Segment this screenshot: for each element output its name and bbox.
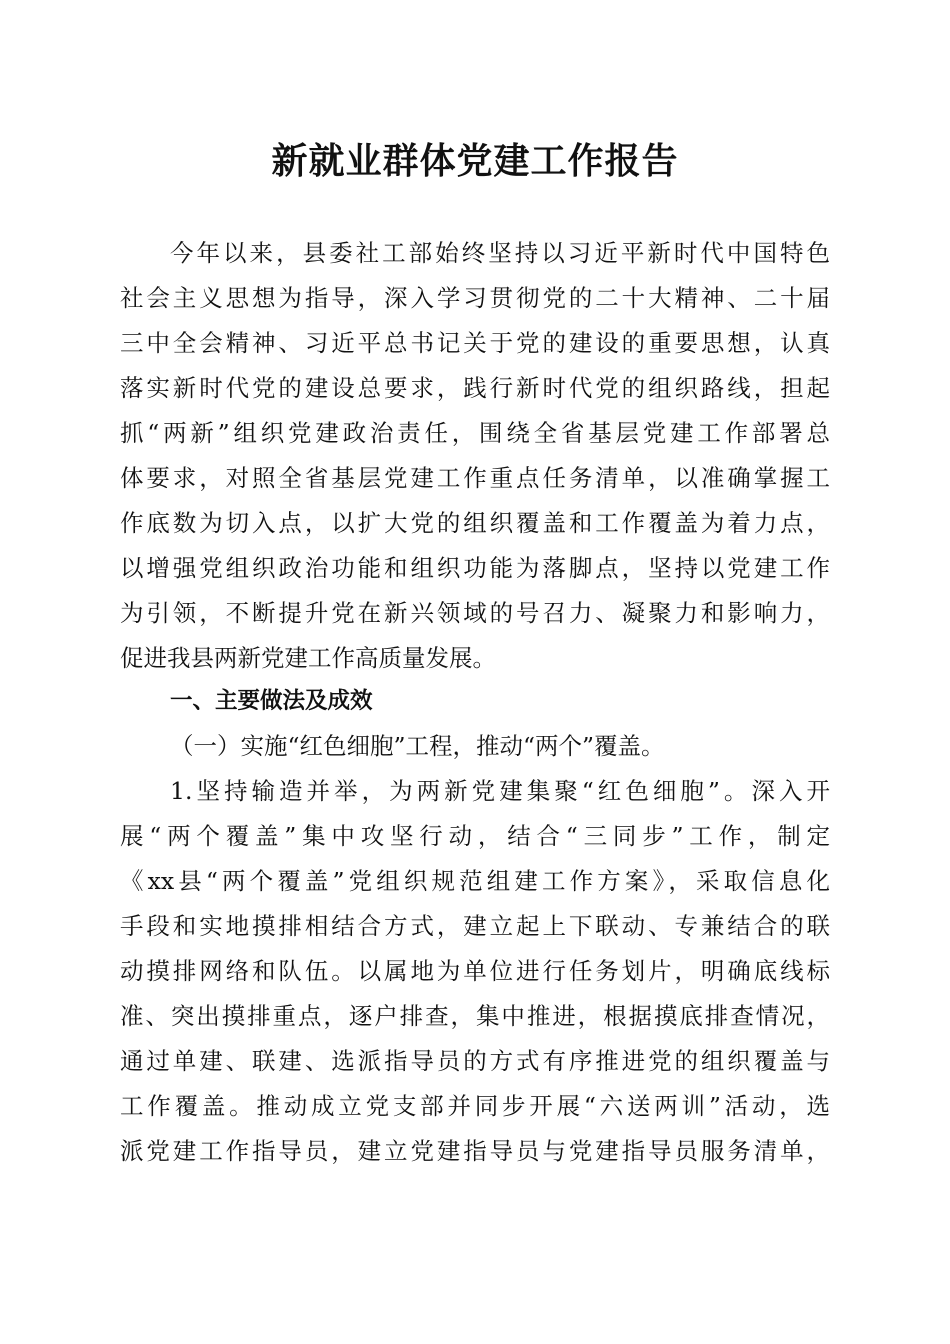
paragraph-line: 作底数为切入点，以扩大党的组织覆盖和工作覆盖为着力点， <box>120 509 830 537</box>
paragraph-line: 为引领，不断提升党在新兴领域的号召力、凝聚力和影响力， <box>120 599 830 627</box>
paragraph-line: 动摸排网络和队伍。以属地为单位进行任务划片，明确底线标 <box>120 957 830 985</box>
paragraph-line: 展“两个覆盖”集中攻坚行动，结合“三同步”工作，制定 <box>120 822 830 850</box>
section-heading: 一、主要做法及成效 <box>170 688 373 714</box>
paragraph-line: 工作覆盖。推动成立党支部并同步开展“六送两训”活动，选 <box>120 1092 830 1120</box>
paragraph-line: 抓“两新”组织党建政治责任，围绕全省基层党建工作部署总 <box>120 419 830 447</box>
paragraph-line: 体要求，对照全省基层党建工作重点任务清单，以准确掌握工 <box>120 464 830 492</box>
paragraph-line: 促进我县两新党建工作高质量发展。 <box>120 644 496 672</box>
paragraph-line: 准、突出摸排重点，逐户排查，集中推进，根据摸底排查情况， <box>120 1002 830 1030</box>
paragraph-line: 派党建工作指导员，建立党建指导员与党建指导员服务清单， <box>120 1137 830 1165</box>
paragraph-line: 1.坚持输造并举，为两新党建集聚“红色细胞”。深入开 <box>170 777 830 805</box>
subsection-heading: （一）实施“红色细胞”工程，推动“两个”覆盖。 <box>170 732 665 760</box>
paragraph-line: 三中全会精神、习近平总书记关于党的建设的重要思想，认真 <box>120 329 830 357</box>
paragraph-line: 《xx县“两个覆盖”党组织规范组建工作方案》，采取信息化 <box>120 867 830 895</box>
paragraph-line: 通过单建、联建、选派指导员的方式有序推进党的组织覆盖与 <box>120 1047 830 1075</box>
paragraph-line: 落实新时代党的建设总要求，践行新时代党的组织路线，担起 <box>120 374 830 402</box>
paragraph-line: 以增强党组织政治功能和组织功能为落脚点，坚持以党建工作 <box>120 554 830 582</box>
document-title: 新就业群体党建工作报告 <box>271 140 679 182</box>
paragraph-line: 今年以来，县委社工部始终坚持以习近平新时代中国特色 <box>170 239 830 267</box>
paragraph-line: 手段和实地摸排相结合方式，建立起上下联动、专兼结合的联 <box>120 912 830 940</box>
paragraph-line: 社会主义思想为指导，深入学习贯彻党的二十大精神、二十届 <box>120 284 830 312</box>
